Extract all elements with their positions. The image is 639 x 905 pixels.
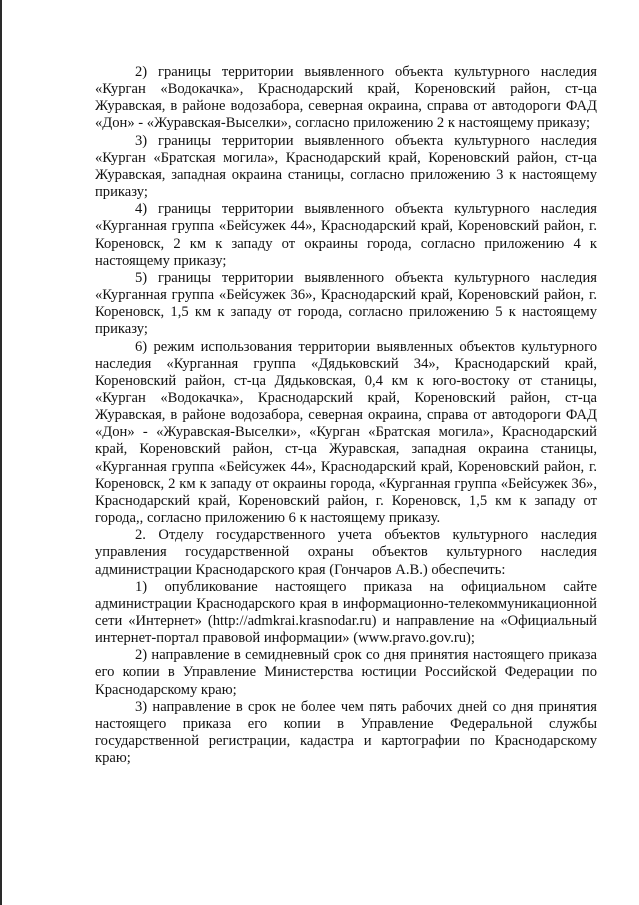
paragraph-subitem-2-ministry-of-justice: 2) направление в семидневный срок со дня принятия настоящего приказа его копии в Управление Министерства юстиции Российской Федерации по Краснодарскому краю;: [95, 647, 597, 698]
paragraph-item-4-boundaries-beysuzhek-44: 4) границы территории выявленного объекта культурного наследия «Курганная группа «Бейсужек 44», Краснодарский край, Кореновский район, г. Кореновск, 2 км к западу от окраины города, согласно приложению 4 к настоящему приказу;: [95, 201, 597, 269]
scan-left-border: [0, 0, 2, 905]
paragraph-item-3-boundaries-bratskaya-mogila: 3) границы территории выявленного объекта культурного наследия «Курган «Братская могила», Краснодарский край, Кореновский район, ст-ца Журавская, западная окраина станицы, согласно приложению 3 к настоящему приказу;: [95, 132, 597, 201]
paragraph-subitem-3-rosreestr: 3) направление в срок не более чем пять рабочих дней со дня принятия настоящего приказа его копии в Управление Федеральной службы государственной регистрации, кадастра и картографии по Краснодарскому краю;: [95, 698, 597, 767]
paragraph-item-6-territory-use-regime: 6) режим использования территории выявленных объектов культурного наследия «Курганная группа «Дядьковский 34», Краснодарский край, Кореновский район, ст-ца Дядьковская, 0,4 км к юго-востоку от станицы, «Курган «Водокачка», Краснодарский край, Кореновский район, ст-ца Журавская, в районе водозабора, северная окраина, справа от автодороги ФАД «Дон» - «Журавская-Выселки», «Курган «Братская могила», Краснодарский край, Кореновский район, ст-ца Журавская, западная окраина станицы, «Курганная группа «Бейсужек 44», Краснодарский край, Кореновский район, г. Кореновск, 2 км к западу от окраины города, «Курганная группа «Бейсужек 36», Краснодарский край, Кореновский район, г. Кореновск, 1,5 км к западу от города,, согласно приложению 6 к настоящему приказу.: [95, 338, 597, 527]
paragraph-section-2-department-instructions: 2. Отделу государственного учета объектов культурного наследия управления государственной охраны объектов культурного наследия администрации Краснодарского края (Гончаров А.В.) обеспечить:: [95, 527, 597, 578]
paragraph-item-5-boundaries-beysuzhek-36: 5) границы территории выявленного объекта культурного наследия «Курганная группа «Бейсужек 36», Краснодарский край, Кореновский район, г. Кореновск, 1,5 км к западу от города, согласно приложению 5 к настоящему приказу;: [95, 269, 597, 338]
paragraph-item-2-boundaries-vodokachka: 2) границы территории выявленного объекта культурного наследия «Курган «Водокачка», Краснодарский край, Кореновский район, ст-ца Журавская, в районе водозабора, северная окраина, справа от автодороги ФАД «Дон» - «Журавская-Выселки», согласно приложению 2 к настоящему приказу;: [95, 64, 597, 132]
paragraph-subitem-1-publication: 1) опубликование настоящего приказа на официальном сайте администрации Краснодарского края в информационно-телекоммуникационной сети «Интернет» (http://admkrai.krasnodar.ru) и направление на «Официальный интернет-портал правовой информации» (www.pravo.gov.ru);: [95, 578, 597, 647]
document-body: [95, 64, 597, 767]
